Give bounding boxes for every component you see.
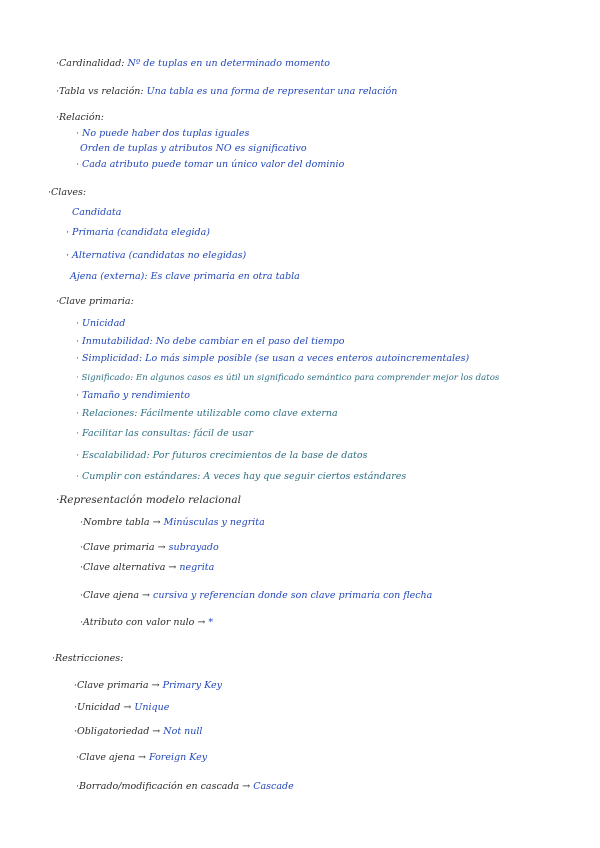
rep-item-valor-nulo: ·Atributo con valor nulo → * — [80, 617, 214, 628]
relacion-item-3: · Cada atributo puede tomar un único valor del dominio — [76, 159, 345, 170]
cp-item-estandares: · Cumplir con estándares: A veces hay que seguir ciertos estándares — [76, 471, 407, 482]
rep-item-clave-primaria: ·Clave primaria → subrayado — [80, 542, 219, 553]
term: ·Tabla vs relación: — [56, 86, 144, 97]
cp-item-relaciones: · Relaciones: Fácilmente utilizable como clave externa — [76, 408, 338, 419]
res-item-not-null: ·Obligatoriedad → Not null — [74, 726, 203, 737]
definition: Una tabla es una forma de representar una relación — [146, 86, 398, 97]
cp-item-tamano: · Tamaño y rendimiento — [76, 390, 190, 401]
heading-relacion — [56, 112, 104, 124]
relacion-item-1: · No puede haber dos tuplas iguales — [76, 128, 250, 139]
cp-item-escalabilidad: · Escalabilidad: Por futuros crecimientos de la base de datos — [76, 450, 368, 461]
relacion-item-2: Orden de tuplas y atributos NO es significativo — [80, 143, 307, 154]
rep-item-nombre-tabla: ·Nombre tabla → Minúsculas y negrita — [80, 517, 265, 528]
claves-item-alternativa: · Alternativa (candidatas no elegidas) — [66, 250, 247, 261]
rep-item-clave-alternativa: ·Clave alternativa → negrita — [80, 562, 215, 573]
claves-item-candidata: Candidata — [72, 207, 122, 218]
res-item-primary-key: ·Clave primaria → Primary Key — [74, 680, 222, 691]
definition: Nº de tuplas en un determinado momento — [127, 58, 331, 69]
claves-item-ajena: Ajena (externa): Es clave primaria en otra tabla — [70, 271, 300, 282]
res-item-cascade: ·Borrado/modificación en cascada → Cascade — [76, 781, 294, 792]
line-cardinalidad — [56, 58, 330, 70]
term: ·Cardinalidad: — [56, 58, 125, 69]
cp-item-consultas: · Facilitar las consultas: fácil de usar — [76, 428, 254, 439]
res-item-foreign-key: ·Clave ajena → Foreign Key — [76, 752, 208, 763]
cp-item-inmutabilidad: · Inmutabilidad: No debe cambiar en el paso del tiempo — [76, 336, 345, 347]
cp-item-simplicidad: · Simplicidad: Lo más simple posible (se usan a veces enteros autoincrementales) — [76, 353, 470, 364]
cp-item-unicidad: · Unicidad — [76, 318, 126, 329]
heading-restricciones: ·Restricciones: — [52, 653, 124, 664]
cp-item-significado: · Significado: En algunos casos es útil un significado semántico para comprender mejor los datos — [76, 373, 500, 383]
rep-item-clave-ajena: ·Clave ajena → cursiva y referencian donde son clave primaria con flecha — [80, 590, 433, 601]
heading: ·Relación: — [56, 112, 104, 123]
claves-item-primaria: · Primaria (candidata elegida) — [66, 227, 210, 238]
heading-claves: ·Claves: — [48, 187, 87, 198]
heading-representacion: ·Representación modelo relacional — [56, 494, 241, 506]
res-item-unique: ·Unicidad → Unique — [74, 702, 170, 713]
line-tabla-vs-relacion — [56, 86, 397, 98]
heading-clave-primaria: ·Clave primaria: — [56, 296, 134, 307]
